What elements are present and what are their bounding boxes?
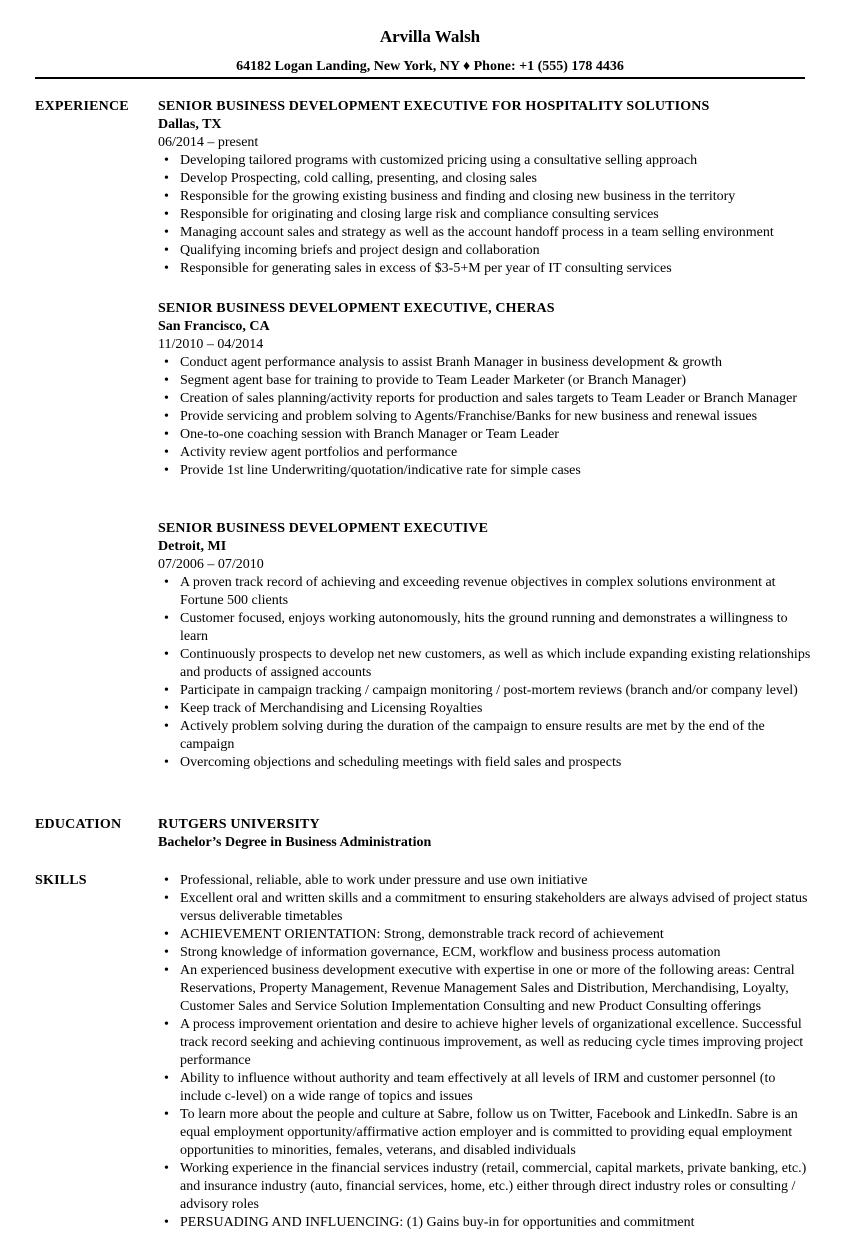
experience-job-2 <box>158 300 818 480</box>
list-item: • Excellent oral and written skills and a commitment to ensuring stakeholders are always advised of project status versus deliverable timetables <box>158 890 818 926</box>
list-item: • Continuously prospects to develop net new customers, as well as which include expanding existing relationships and products of assigned accounts <box>158 646 818 682</box>
list-item: • Participate in campaign tracking / campaign monitoring / post-mortem reviews (branch and/or company level) <box>158 682 818 700</box>
list-item: • Managing account sales and strategy as well as the account handoff process in a team selling environment <box>158 224 818 242</box>
school-name: RUTGERS UNIVERSITY <box>158 817 320 832</box>
experience-job-3 <box>158 520 818 772</box>
list-item: • Professional, reliable, able to work under pressure and use own initiative <box>158 872 818 890</box>
list-item: • Keep track of Merchandising and Licensing Royalties <box>158 700 818 718</box>
header-divider <box>35 77 805 79</box>
list-item: • One-to-one coaching session with Branch Manager or Team Leader <box>158 426 818 444</box>
job-location: San Francisco, CA <box>158 319 270 334</box>
contact-line: 64182 Logan Landing, New York, NY ♦ Phone: +1 (555) 178 4436 <box>236 59 624 74</box>
degree: Bachelor’s Degree in Business Administration <box>158 835 432 850</box>
list-item: • PERSUADING AND INFLUENCING: (1) Gains buy-in for opportunities and commitment <box>158 1214 818 1232</box>
list-item: • Responsible for generating sales in excess of $3-5+M per year of IT consulting services <box>158 260 818 278</box>
list-item: • Strong knowledge of information governance, ECM, workflow and business process automation <box>158 944 818 962</box>
list-item: • Responsible for originating and closing large risk and compliance consulting services <box>158 206 818 224</box>
list-item: • Provide servicing and problem solving to Agents/Franchise/Banks for new business and renewal issues <box>158 408 818 426</box>
list-item: • Ability to influence without authority and team effectively at all levels of IRM and customer personnel (to include c-level) on a wide range of topics and issues <box>158 1070 818 1106</box>
job-location: Detroit, MI <box>158 539 227 554</box>
job-dates: 06/2014 – present <box>158 135 259 150</box>
list-item: • Segment agent base for training to provide to Team Leader Marketer (or Branch Manager) <box>158 372 818 390</box>
education-entry <box>158 816 818 852</box>
list-item: • ACHIEVEMENT ORIENTATION: Strong, demonstrable track record of achievement <box>158 926 818 944</box>
job-bullet-list <box>158 152 818 278</box>
list-item: • Actively problem solving during the duration of the campaign to ensure results are met by the end of the campaign <box>158 718 818 754</box>
experience-section-label: EXPERIENCE <box>35 99 129 114</box>
skills-bullet-list <box>158 872 818 1232</box>
job-bullet-list <box>158 354 818 480</box>
job-bullet-list <box>158 574 818 772</box>
list-item: • Customer focused, enjoys working autonomously, hits the ground running and demonstrates a willingness to learn <box>158 610 818 646</box>
list-item: • Conduct agent performance analysis to assist Branh Manager in business development & growth <box>158 354 818 372</box>
list-item: • Develop Prospecting, cold calling, presenting, and closing sales <box>158 170 818 188</box>
list-item: • Provide 1st line Underwriting/quotation/indicative rate for simple cases <box>158 462 818 480</box>
skills-list-container <box>158 872 818 1232</box>
job-location: Dallas, TX <box>158 117 222 132</box>
resume-name: Arvilla Walsh <box>379 27 481 46</box>
job-title: SENIOR BUSINESS DEVELOPMENT EXECUTIVE FOR HOSPITALITY SOLUTIONS <box>158 99 710 114</box>
job-title: SENIOR BUSINESS DEVELOPMENT EXECUTIVE <box>158 521 489 536</box>
list-item: • Activity review agent portfolios and performance <box>158 444 818 462</box>
list-item: • Qualifying incoming briefs and project design and collaboration <box>158 242 818 260</box>
list-item: • To learn more about the people and culture at Sabre, follow us on Twitter, Facebook and LinkedIn. Sabre is an equal employment opportunity/affirmative action employer and is committed to providing equal employment opportunities to minorities, females, veterans, and disabled individuals <box>158 1106 818 1160</box>
list-item: • A proven track record of achieving and exceeding revenue objectives in complex solutions environment at Fortune 500 clients <box>158 574 818 610</box>
list-item: • Creation of sales planning/activity reports for production and sales targets to Team Leader or Branch Manager <box>158 390 818 408</box>
list-item: • Overcoming objections and scheduling meetings with field sales and prospects <box>158 754 818 772</box>
education-section-label: EDUCATION <box>35 817 122 832</box>
list-item: • A process improvement orientation and desire to achieve higher levels of organizational excellence. Successful track record seeking and achieving continuous improvement, as well as reducing cycle times improving project performance <box>158 1016 818 1070</box>
list-item: • An experienced business development executive with expertise in one or more of the following areas: Central Reservations, Property Management, Revenue Management Sales and Distribution, Merchandising, Loyalty, Customer Sales and Service Solution Implementation Consulting and new Product Consulting offerings <box>158 962 818 1016</box>
list-item: • Responsible for the growing existing business and finding and closing new business in the territory <box>158 188 818 206</box>
job-dates: 11/2010 – 04/2014 <box>158 337 264 352</box>
list-item: • Developing tailored programs with customized pricing using a consultative selling approach <box>158 152 818 170</box>
experience-job-1 <box>158 98 818 278</box>
list-item: • Working experience in the financial services industry (retail, commercial, capital markets, private banking, etc.) and insurance industry (auto, financial services, home, etc.) either through direct industry roles or consulting / advisory roles <box>158 1160 818 1214</box>
skills-section-label: SKILLS <box>35 873 87 888</box>
job-title: SENIOR BUSINESS DEVELOPMENT EXECUTIVE, CHERAS <box>158 301 555 316</box>
job-dates: 07/2006 – 07/2010 <box>158 557 264 572</box>
